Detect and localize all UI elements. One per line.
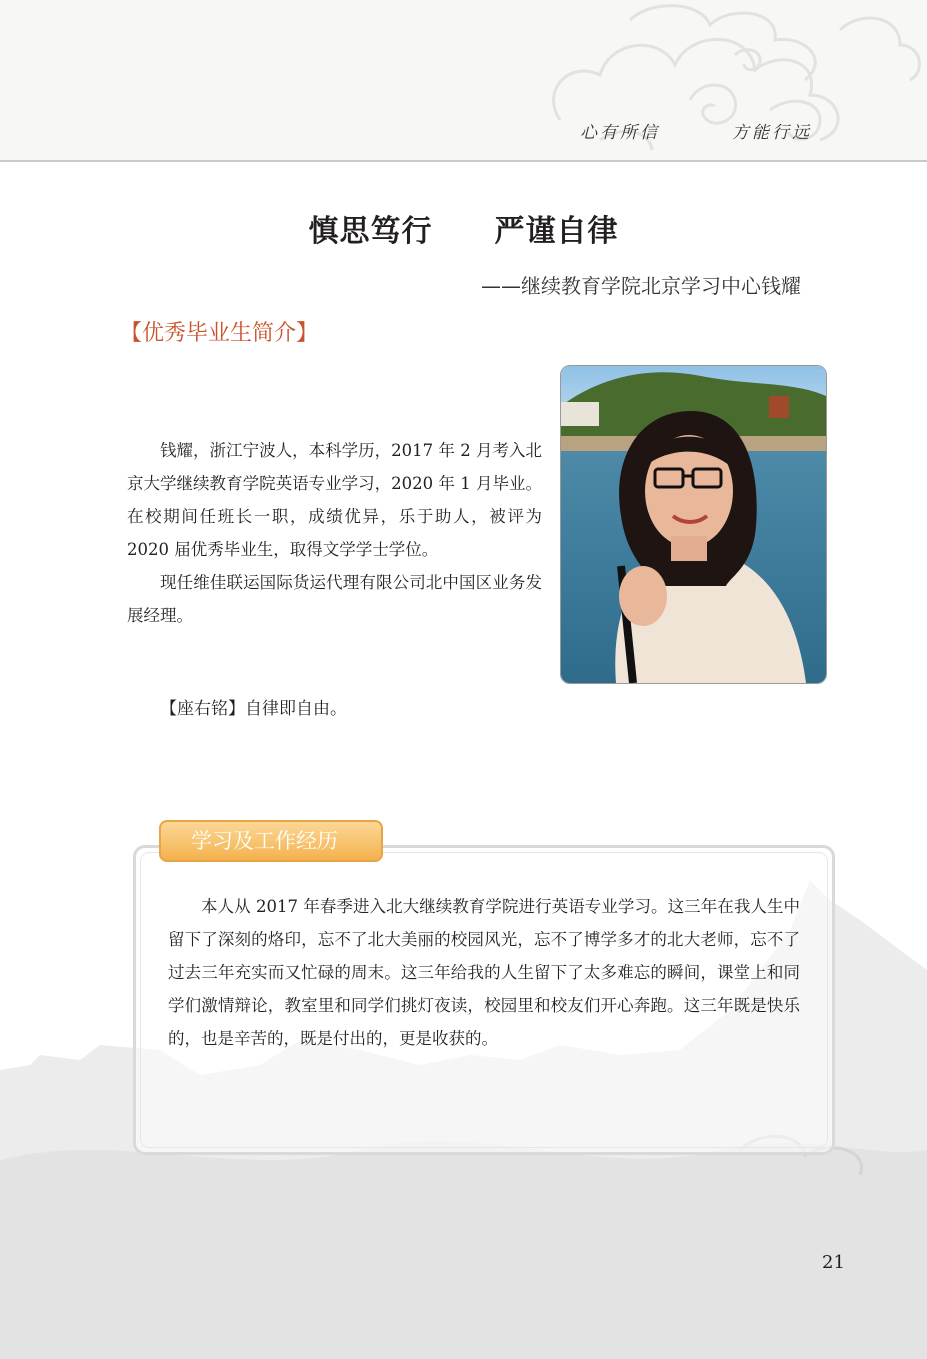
bio-paragraph: 现任维佳联运国际货运代理有限公司北中国区业务发展经理。 bbox=[127, 573, 542, 625]
profile-bio bbox=[127, 434, 542, 632]
page-number: 21 bbox=[822, 1252, 845, 1273]
header-motto-left: 心有所信 bbox=[580, 123, 660, 143]
experience-text bbox=[168, 890, 800, 1055]
bio-paragraph: 钱耀，浙江宁波人，本科学历，2017 年 2 月考入北京大学继续教育学院英语专业学习，2020 年 1 月毕业。在校期间任班长一职，成绩优异，乐于助人，被评为 2020 届优秀毕业生，取得文学学士学位。 bbox=[127, 441, 542, 559]
article-title: 慎思笃行 严谨自律 bbox=[308, 214, 619, 249]
profile-section-heading: 【优秀毕业生简介】 bbox=[120, 321, 319, 346]
graduate-photo bbox=[560, 365, 827, 684]
experience-paragraph: 本人从 2017 年春季进入北大继续教育学院进行英语专业学习。这三年在我人生中留下了深刻的烙印，忘不了北大美丽的校园风光，忘不了博学多才的北大老师，忘不了过去三年充实而又忙碌的周末。这三年给我的人生留下了太多难忘的瞬间，课堂上和同学们激情辩论，教室里和同学们挑灯夜读，校园里和校友们开心奔跑。这三年既是快乐的，也是辛苦的，既是付出的，更是收获的。 bbox=[168, 897, 800, 1048]
article-subtitle: ——继续教育学院北京学习中心钱耀 bbox=[481, 274, 801, 298]
experience-tab: 学习及工作经历 bbox=[159, 820, 383, 862]
header-motto-right: 方能行远 bbox=[732, 123, 812, 143]
motto-line: 【座右铭】自律即自由。 bbox=[160, 699, 347, 719]
header-band bbox=[0, 0, 927, 162]
portrait-image bbox=[561, 366, 826, 683]
